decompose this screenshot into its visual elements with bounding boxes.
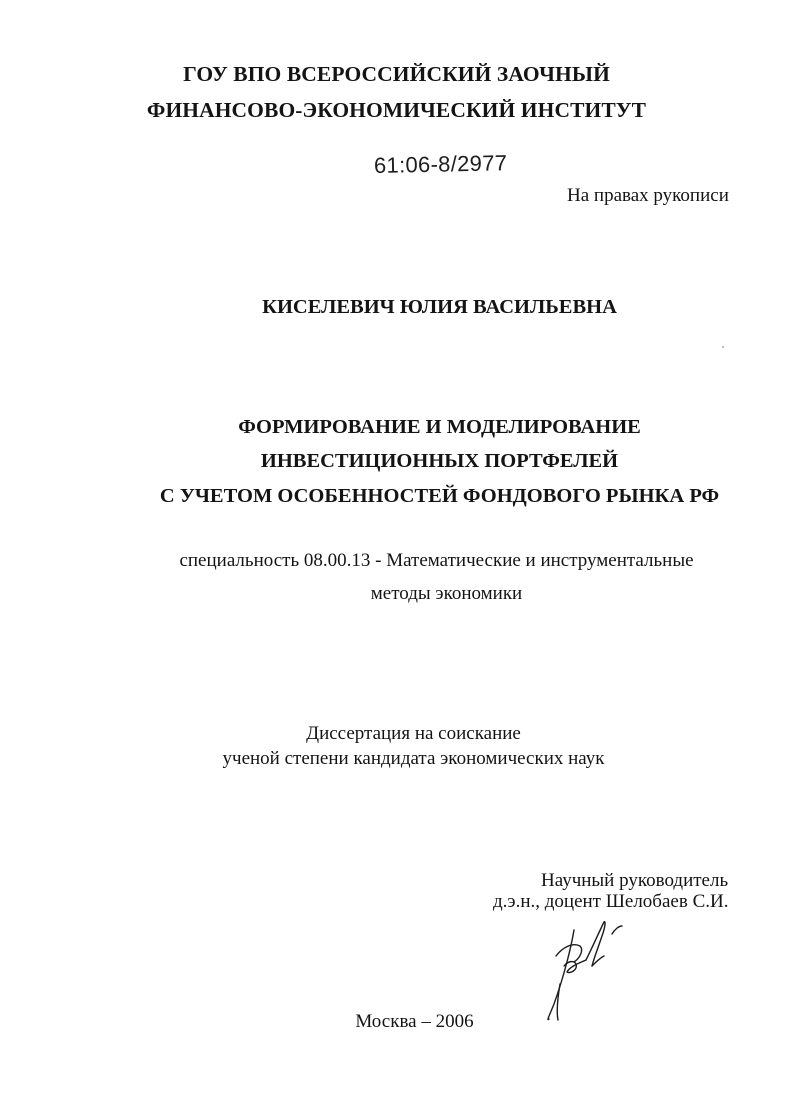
scan-speck <box>722 346 724 348</box>
thesis-title-line2: ИНВЕСТИЦИОННЫХ ПОРТФЕЛЕЙ <box>260 450 619 472</box>
specialty-line2: методы экономики <box>370 583 523 604</box>
thesis-title-line3: С УЧЕТОМ ОСОБЕННОСТЕЙ ФОНДОВОГО РЫНКА РФ <box>159 485 720 507</box>
manuscript-rights-note: На правах рукописи <box>567 185 729 206</box>
author-name: КИСЕЛЕВИЧ ЮЛИЯ ВАСИЛЬЕВНА <box>262 296 617 318</box>
degree-line1: Диссертация на соискание <box>306 723 521 744</box>
archive-stamp-number: 61:06-8/2977 <box>373 150 508 178</box>
supervisor-label: Научный руководитель <box>541 870 729 891</box>
supervisor-name: д.э.н., доцент Шелобаев С.И. <box>493 891 729 912</box>
thesis-title-line1: ФОРМИРОВАНИЕ И МОДЕЛИРОВАНИЕ <box>238 416 641 438</box>
degree-line2: ученой степени кандидата экономических наук <box>222 748 605 769</box>
institute-name-line2: ФИНАНСОВО-ЭКОНОМИЧЕСКИЙ ИНСТИТУТ <box>146 98 647 122</box>
specialty-line1: специальность 08.00.13 - Математические и инструментальные <box>179 550 694 571</box>
city-year: Москва – 2006 <box>355 1011 474 1032</box>
institute-name-line1: ГОУ ВПО ВСЕРОССИЙСКИЙ ЗАОЧНЫЙ <box>183 62 610 86</box>
